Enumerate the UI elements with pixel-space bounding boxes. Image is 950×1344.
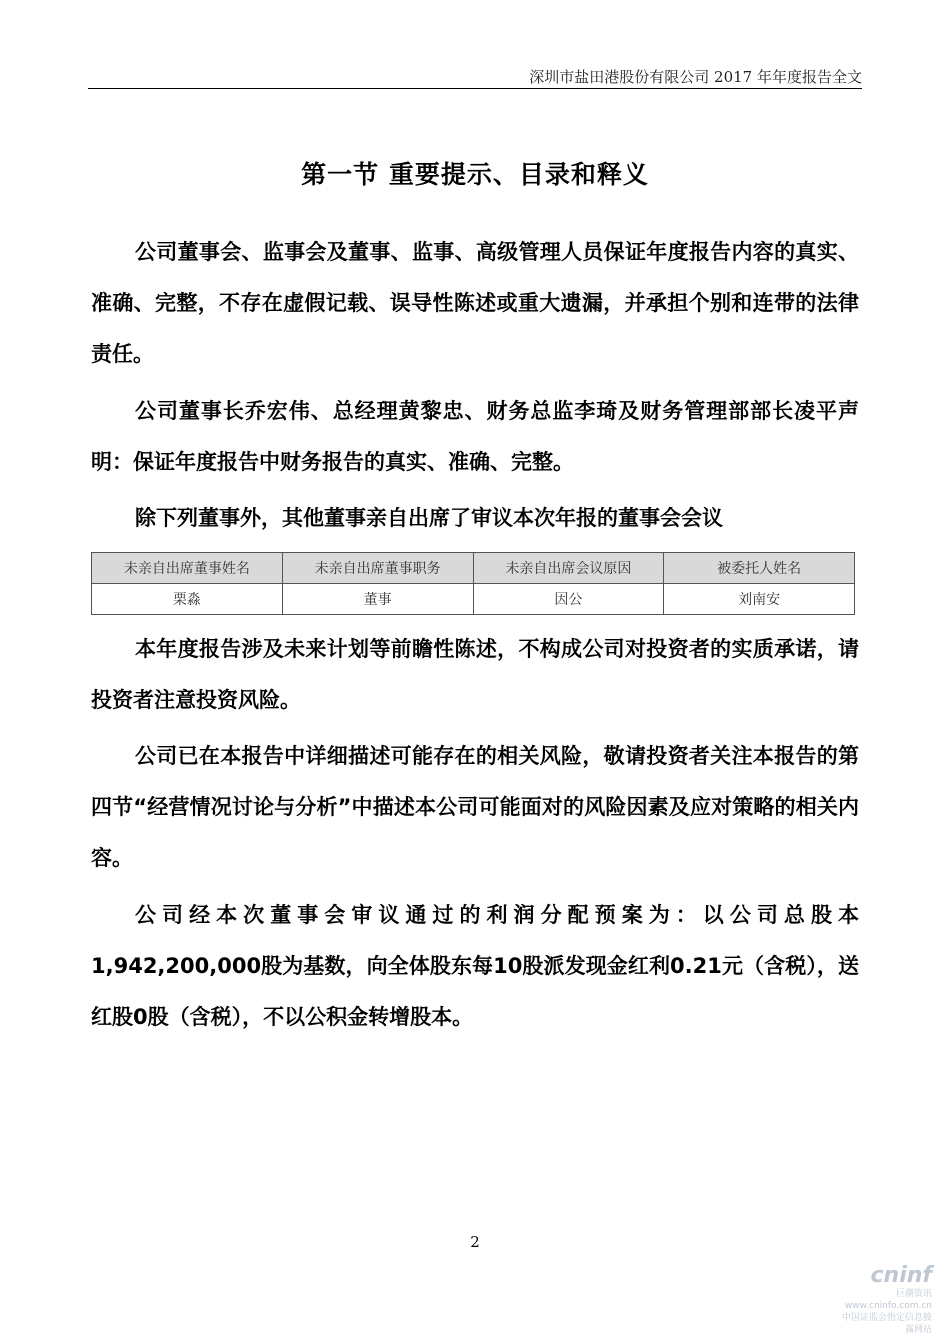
section-title: 第一节 重要提示、目录和释义 xyxy=(301,160,649,189)
running-header: 深圳市盐田港股份有限公司 2017 年年度报告全文 xyxy=(529,68,862,86)
table-cell: 董事 xyxy=(282,584,473,615)
table-header-cell: 未亲自出席董事姓名 xyxy=(92,553,283,584)
paragraph-absent-directors-intro: 除下列董事外，其他董事亲自出席了审议本次年报的董事会会议 xyxy=(135,506,723,530)
paragraph-profit-distribution: 公司经本次董事会审议通过的利润分配预案为：以公司总股本1,942,200,000股为基数，向全体股东每10股派发现金红利0.21元（含税），送红股0股（含税），不以公积金转增股本。 xyxy=(91,903,859,1029)
watermark-brand: cninf xyxy=(870,1263,932,1288)
paragraph-board-guarantee: 公司董事会、监事会及董事、监事、高级管理人员保证年度报告内容的真实、准确、完整，不存在虚假记载、误导性陈述或重大遗漏，并承担个别和连带的法律责任。 xyxy=(91,240,859,366)
table-cell: 刘南安 xyxy=(664,584,855,615)
paragraph-forward-looking: 本年度报告涉及未来计划等前瞻性陈述，不构成公司对投资者的实质承诺，请投资者注意投资风险。 xyxy=(91,637,859,712)
paragraph-risk-notice: 公司已在本报告中详细描述可能存在的相关风险，敬请投资者关注本报告的第四节“经营情况讨论与分析”中描述本公司可能面对的风险因素及应对策略的相关内容。 xyxy=(91,744,859,870)
page-number: 2 xyxy=(470,1233,480,1251)
watermark-subtitle: 巨潮资讯 xyxy=(895,1289,932,1299)
header-divider xyxy=(88,88,862,89)
table-row xyxy=(92,584,855,615)
absent-directors-table xyxy=(91,552,855,615)
table-header-row xyxy=(92,553,855,584)
table-header-cell: 未亲自出席董事职务 xyxy=(282,553,473,584)
table-header-cell: 被委托人姓名 xyxy=(664,553,855,584)
table-header-cell: 未亲自出席会议原因 xyxy=(473,553,664,584)
paragraph-officer-statement: 公司董事长乔宏伟、总经理黄黎忠、财务总监李琦及财务管理部部长凌平声明：保证年度报告中财务报告的真实、准确、完整。 xyxy=(91,399,859,474)
table-cell: 因公 xyxy=(473,584,664,615)
watermark-logo xyxy=(842,1264,932,1336)
watermark-tagline: 中国证监会指定信息披露网站 xyxy=(842,1313,933,1335)
watermark-url: www.cninfo.com.cn xyxy=(844,1301,932,1311)
table-cell: 栗淼 xyxy=(92,584,283,615)
